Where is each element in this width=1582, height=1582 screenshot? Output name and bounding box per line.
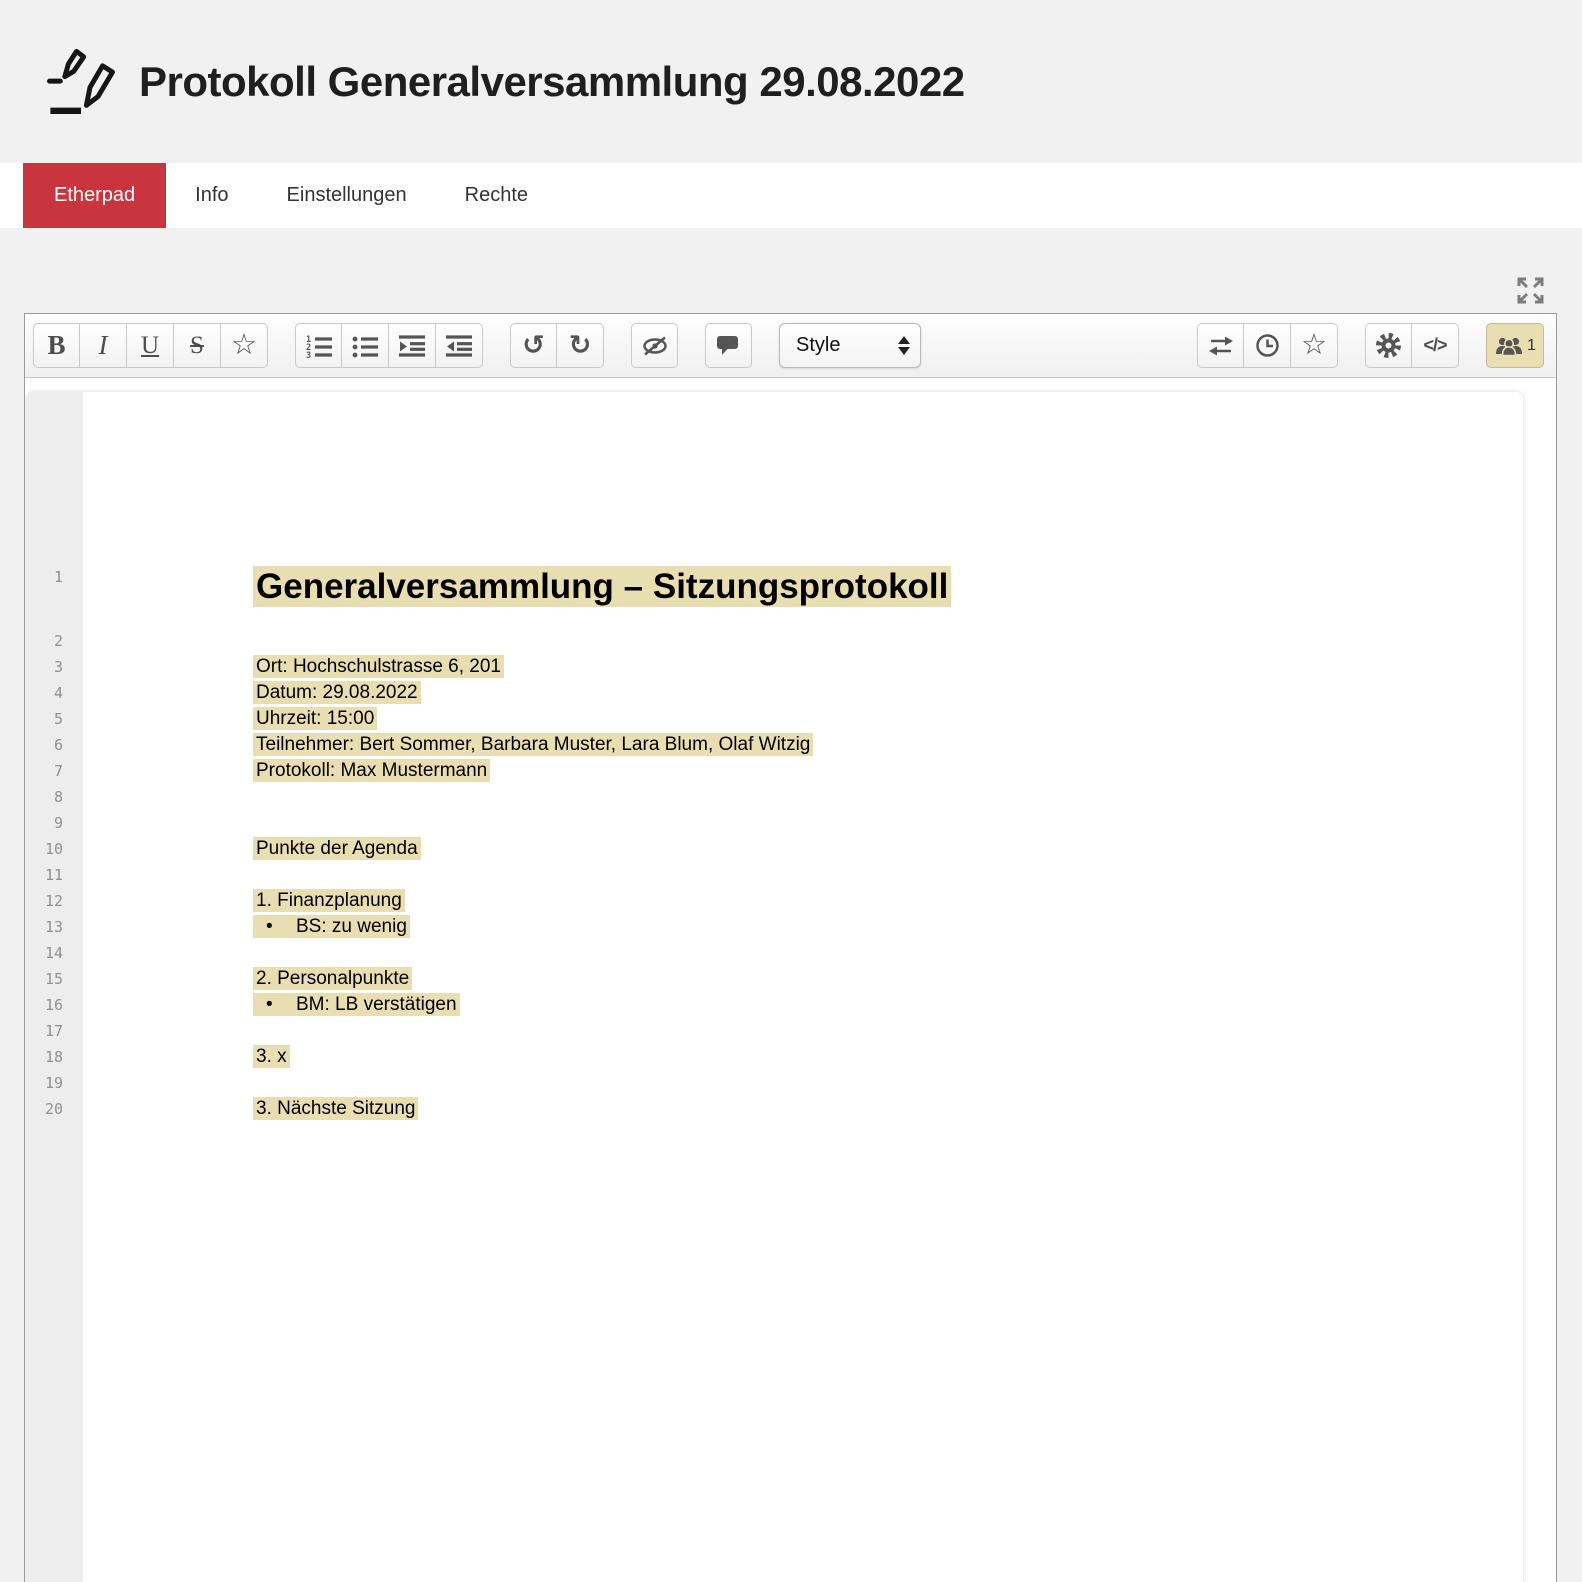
bold-button[interactable] bbox=[33, 323, 80, 368]
line-number: 8 bbox=[53, 788, 63, 806]
document-line[interactable] bbox=[253, 1044, 1499, 1070]
document-line[interactable] bbox=[253, 940, 1499, 966]
star-icon: ☆ bbox=[231, 329, 257, 361]
line-number: 13 bbox=[44, 918, 63, 936]
embed-button[interactable] bbox=[1412, 323, 1459, 368]
authored-text: 1. Finanzplanung bbox=[253, 889, 405, 912]
line-number: 5 bbox=[53, 710, 63, 728]
authored-text: 3. x bbox=[253, 1045, 290, 1068]
unordered-list-button[interactable] bbox=[342, 323, 389, 368]
line-number: 16 bbox=[44, 996, 63, 1014]
gear-icon bbox=[1375, 332, 1402, 359]
clear-authorship-button[interactable] bbox=[631, 323, 678, 368]
strikethrough-icon: S bbox=[190, 331, 204, 359]
line-number: 6 bbox=[53, 736, 63, 754]
document-line[interactable] bbox=[253, 562, 1499, 628]
saved-revision-button[interactable] bbox=[1291, 323, 1338, 368]
document-line[interactable] bbox=[253, 1070, 1499, 1096]
authored-text: Teilnehmer: Bert Sommer, Barbara Muster, Lara Blum, Olaf Witzig bbox=[253, 733, 813, 756]
strikethrough-button[interactable] bbox=[174, 323, 221, 368]
dropdown-arrows-icon bbox=[898, 336, 910, 355]
page-header bbox=[0, 0, 1582, 163]
indent-icon bbox=[399, 334, 425, 358]
authored-text: Datum: 29.08.2022 bbox=[253, 681, 421, 704]
svg-text:3: 3 bbox=[305, 350, 311, 358]
document-line[interactable] bbox=[253, 654, 1499, 680]
document-line[interactable] bbox=[253, 732, 1499, 758]
authored-text: 2. Personalpunkte bbox=[253, 967, 412, 990]
undo-button[interactable] bbox=[510, 323, 557, 368]
line-number: 19 bbox=[44, 1074, 63, 1092]
tab-einstellungen[interactable]: Einstellungen bbox=[286, 184, 407, 206]
redo-icon: ↻ bbox=[568, 330, 592, 361]
line-number: 7 bbox=[53, 762, 63, 780]
line-number: 20 bbox=[44, 1100, 63, 1118]
line-number: 4 bbox=[53, 684, 63, 702]
users-count: 1 bbox=[1527, 336, 1536, 354]
pad-tools-group bbox=[1197, 323, 1338, 368]
tab-etherpad[interactable]: Etherpad bbox=[23, 163, 166, 228]
settings-button[interactable] bbox=[1365, 323, 1412, 368]
authored-text: Ort: Hochschulstrasse 6, 201 bbox=[253, 655, 504, 678]
line-number: 18 bbox=[44, 1048, 63, 1066]
comment-button[interactable] bbox=[705, 323, 752, 368]
svg-text:2: 2 bbox=[305, 342, 311, 353]
tab-rechte[interactable]: Rechte bbox=[464, 184, 528, 206]
line-number: 3 bbox=[53, 658, 63, 676]
line-number: 17 bbox=[44, 1022, 63, 1040]
editor-toolbar bbox=[25, 314, 1556, 378]
ordered-list-icon bbox=[306, 334, 332, 358]
line-number: 11 bbox=[44, 866, 63, 884]
style-dropdown[interactable] bbox=[779, 323, 921, 368]
authored-text: Uhrzeit: 15:00 bbox=[253, 707, 377, 730]
line-number-gutter bbox=[27, 392, 83, 1582]
highlight-star-button[interactable] bbox=[221, 323, 268, 368]
line-number: 2 bbox=[53, 632, 63, 650]
document-line[interactable] bbox=[253, 992, 1499, 1018]
document-line[interactable] bbox=[253, 784, 1499, 810]
etherpad-editor bbox=[24, 313, 1557, 1582]
document-line[interactable] bbox=[253, 1018, 1499, 1044]
list-button-group bbox=[295, 323, 483, 368]
document-line[interactable] bbox=[253, 836, 1499, 862]
italic-button[interactable] bbox=[80, 323, 127, 368]
authored-text: • BM: LB verstätigen bbox=[253, 993, 460, 1016]
indent-button[interactable] bbox=[389, 323, 436, 368]
document-line[interactable] bbox=[253, 680, 1499, 706]
line-number: 10 bbox=[44, 840, 63, 858]
import-export-button[interactable] bbox=[1197, 323, 1244, 368]
underline-icon: U bbox=[140, 331, 160, 359]
document-line[interactable] bbox=[253, 862, 1499, 888]
etherpad-pencil-icon bbox=[45, 40, 117, 124]
line-number: 12 bbox=[44, 892, 63, 910]
document-lines[interactable] bbox=[83, 392, 1523, 1582]
timeslider-button[interactable] bbox=[1244, 323, 1291, 368]
fullscreen-icon[interactable] bbox=[1515, 275, 1546, 306]
style-dropdown-value: Style bbox=[796, 334, 841, 356]
clock-icon bbox=[1255, 333, 1280, 358]
swap-arrows-icon bbox=[1207, 335, 1235, 357]
document-line[interactable] bbox=[253, 758, 1499, 784]
redo-button[interactable] bbox=[557, 323, 604, 368]
nav-bar bbox=[0, 163, 1582, 228]
document-line[interactable] bbox=[253, 1096, 1499, 1122]
document-line[interactable] bbox=[253, 888, 1499, 914]
document-line[interactable] bbox=[253, 966, 1499, 992]
svg-text:1: 1 bbox=[305, 334, 311, 345]
pad-page bbox=[27, 392, 1523, 1582]
underline-button[interactable] bbox=[127, 323, 174, 368]
tab-info[interactable]: Info bbox=[195, 184, 229, 206]
eye-slash-icon bbox=[642, 335, 668, 357]
comment-bubble-icon bbox=[715, 334, 742, 357]
page-title: Protokoll Generalversammlung 29.08.2022 bbox=[139, 57, 965, 105]
outdent-button[interactable] bbox=[436, 323, 483, 368]
users-icon bbox=[1494, 334, 1524, 358]
italic-icon: I bbox=[98, 330, 108, 360]
settings-group bbox=[1365, 323, 1459, 368]
format-button-group bbox=[33, 323, 268, 368]
code-icon: </> bbox=[1423, 335, 1447, 355]
line-number: 15 bbox=[44, 970, 63, 988]
star-icon: ☆ bbox=[1301, 329, 1327, 361]
line-number: 14 bbox=[44, 944, 63, 962]
bold-icon: B bbox=[47, 330, 66, 360]
editor-body bbox=[25, 378, 1556, 1582]
undo-icon: ↺ bbox=[522, 330, 545, 361]
line-number: 9 bbox=[53, 814, 63, 832]
document-line[interactable] bbox=[253, 628, 1499, 654]
ordered-list-button[interactable] bbox=[295, 323, 342, 368]
outdent-icon bbox=[446, 334, 472, 358]
authored-text: Punkte der Agenda bbox=[253, 837, 421, 860]
document-line[interactable] bbox=[253, 706, 1499, 732]
authored-text: 3. Nächste Sitzung bbox=[253, 1097, 418, 1120]
connected-users-button[interactable] bbox=[1486, 323, 1544, 368]
unordered-list-icon bbox=[352, 334, 378, 358]
history-button-group bbox=[510, 323, 604, 368]
authored-text: Generalversammlung – Sitzungsprotokoll bbox=[253, 566, 951, 607]
authored-text: Protokoll: Max Mustermann bbox=[253, 759, 490, 782]
document-line[interactable] bbox=[253, 810, 1499, 836]
line-number: 1 bbox=[53, 568, 63, 586]
authored-text: • BS: zu wenig bbox=[253, 915, 410, 938]
document-line[interactable] bbox=[253, 914, 1499, 940]
